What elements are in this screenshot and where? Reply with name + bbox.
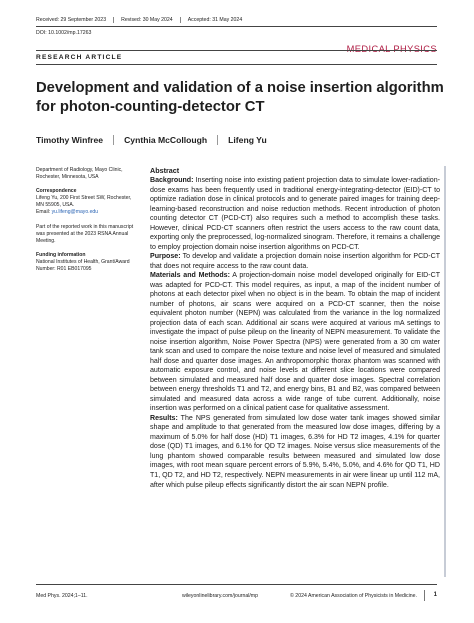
divider xyxy=(180,17,181,23)
email-link[interactable]: yu.lifeng@mayo.edu xyxy=(51,209,99,216)
divider xyxy=(217,135,218,145)
abstract-purpose xyxy=(150,252,440,271)
footer-rule xyxy=(36,584,437,585)
correspondence-block xyxy=(36,188,136,216)
funding-block xyxy=(36,252,136,273)
header-rule xyxy=(36,64,437,65)
methods-text: A projection-domain noise model developed originally for EID-CT was adapted for PCD-CT. This model requires, as input, a map of the incident number of photons at each detector pixel when no object is in the beam. To obtain the map of incident number of photons, air scans were acquired on a PCD-CT scanner, then the noise equivalent photon number (NEPN) was calculated from the variance in the log normalized projection data of each scan. Additional air scans were acquired at various mA settings to investigate the impact of pulse pileup on the linearity of NEPN measurement. To validate the noise insertion algorithm, Noise Power Spectra (NPS) were generated from a 30 cm water tank scan and used to compare the noise texture and noise level of measured and simulated half dose and quarter dose images. An anthropomorphic thorax phantom was scanned with automatic exposure control, and noise levels at different slice locations were compared between simulated and measured half dose and quarter dose images. Spectral correlation between energy thresholds T1 and T2, and energy bins, B1 and B2, was compared between simulated and measured data across a wide range of tube current. Additionally, noise insertion was performed on a clinical patient case for qualitative assessment. xyxy=(150,272,440,413)
journal-citation: Med Phys. 2024;1–11. xyxy=(36,593,88,599)
header-rule xyxy=(36,50,437,51)
funding-heading: Funding information xyxy=(36,251,86,258)
author-list xyxy=(36,135,267,145)
page-footer xyxy=(36,590,437,604)
page-number: 1 xyxy=(433,592,437,598)
correspondence-heading: Correspondence xyxy=(36,188,77,195)
divider xyxy=(113,17,114,23)
journal-url[interactable]: wileyonlinelibrary.com/journal/mp xyxy=(182,593,259,599)
header-rule xyxy=(36,26,437,27)
revised-date: Revised: 30 May 2024 xyxy=(121,17,173,23)
received-date: Received: 29 September 2023 xyxy=(36,17,107,23)
paper-title: Development and validation of a noise insertion algorithm for photon-counting-detector CT xyxy=(36,80,444,115)
article-type: RESEARCH ARTICLE xyxy=(36,54,123,61)
purpose-text: To develop and validate a projection domain noise insertion algorithm for PCD-CT that does not require access to the raw count data. xyxy=(150,253,440,270)
journal-name: MEDICAL PHYSICS xyxy=(346,44,437,54)
article-sidebar xyxy=(36,167,136,280)
copyright: © 2024 American Association of Physicists in Medicine. xyxy=(290,593,417,599)
author-name[interactable]: Timothy Winfree xyxy=(36,135,104,145)
purpose-label: Purpose: xyxy=(150,253,181,261)
abstract-results xyxy=(150,414,440,490)
methods-label: Materials and Methods: xyxy=(150,272,230,280)
author-name[interactable]: Cynthia McCollough xyxy=(124,135,208,145)
abstract-methods xyxy=(150,271,440,414)
results-text: The NPS generated from simulated low dose water tank images showed similar shape and amplitude to that generated from the measured low dose images, differing by a maximum of 5.0% for half dose (HD) T1 images, 6.3% for HD T2 images, 4.1% for quarter dose (QD) T1 images, and 6.1% for QD T2 images. Noise versus slice measurements of the lung phantom showed comparable results between measured and simulated low dose images, with root mean square percent errors of 5.9%, 5.4%, 5.0%, and 4.6% for QD T1, HD T1, QD T2, and HD T2, respectively. NEPN measurements in air were linear up until 112 mA, after which pulse pileup effects significantly distort the air scan NEPN profile. xyxy=(150,414,440,489)
abstract-background xyxy=(150,176,440,252)
abstract xyxy=(150,166,440,566)
funding-text: National Institutes of Health, Grant/Award Number: R01 EB017095 xyxy=(36,258,130,273)
affiliation: Department of Radiology, Mayo Clinic, Rochester, Minnesota, USA xyxy=(36,167,123,181)
correspondence-address: Lifeng Yu, 200 First Street SW, Rochester, MN 55905, USA. xyxy=(36,195,132,209)
accepted-date: Accepted: 31 May 2024 xyxy=(187,17,243,23)
doi[interactable]: DOI: 10.1002/mp.17263 xyxy=(36,30,92,36)
presentation-note: Part of the reported work in this manuscript was presented at the 2023 RSNA Annual Meeting. xyxy=(36,223,134,244)
results-label: Results: xyxy=(150,414,178,422)
article-history xyxy=(36,17,242,23)
background-label: Background: xyxy=(150,177,194,184)
divider xyxy=(113,135,114,145)
abstract-side-rule xyxy=(444,166,446,577)
divider xyxy=(424,590,425,601)
abstract-heading: Abstract xyxy=(150,166,180,175)
background-text: Inserting noise into existing patient projection data to simulate lower-radiation-dose exams has been frequently used in traditional energy-integrating-detector (EID)-CT to optimize radiation dose in clinical protocols and to generate paired images for training deep-learning-based reconstruction and noise reduction methods. Recent introduction of photon counting detector CT (PCD-CT) also requires such a method to accomplish these tasks. However, clinical PCD-CT scanners often restrict the users access to the raw count data, exporting only the preprocessed, log-normalized sinogram. Therefore, it remains a challenge to employ projection domain noise insertion algorithms on PCD-CT. xyxy=(150,177,440,251)
email-label: Email: xyxy=(36,209,52,216)
author-name[interactable]: Lifeng Yu xyxy=(228,135,267,145)
